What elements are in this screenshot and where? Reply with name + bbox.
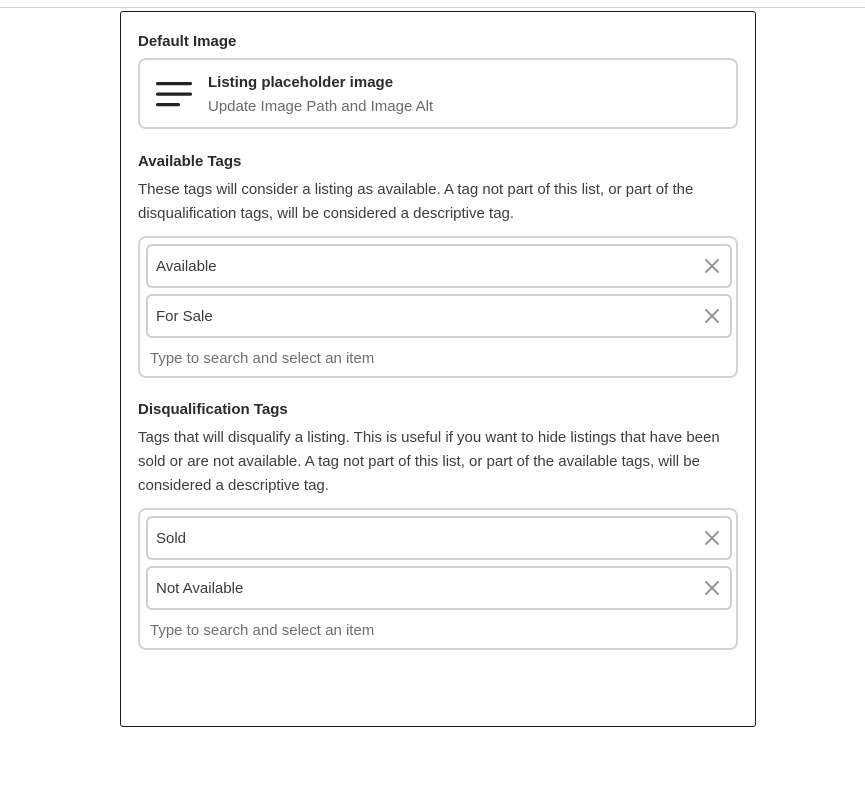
available-tags-search-input[interactable] [150, 347, 720, 369]
disqualification-tags-search-input[interactable] [150, 619, 720, 641]
default-image-title: Listing placeholder image [208, 74, 394, 91]
close-icon[interactable] [704, 580, 720, 596]
disqualification-tags-description: Tags that will disqualify a listing. This is useful if you want to hide listings that have been sold or are not available. A tag not part of this list, or part of the available tags, will be considered a descriptive tag. [138, 429, 720, 494]
tag-label: Available [156, 258, 217, 275]
tag-label: Not Available [156, 580, 244, 597]
close-icon[interactable] [704, 530, 720, 546]
top-divider [0, 7, 865, 8]
close-icon[interactable] [704, 308, 720, 324]
disqualification-tags-heading: Disqualification Tags [138, 401, 288, 418]
tag-item [146, 244, 732, 288]
tag-item [146, 566, 732, 610]
available-tags-description: These tags will consider a listing as available. A tag not part of this list, or part of the disqualification tags, will be considered a descriptive tag. [138, 181, 694, 222]
available-tags-heading: Available Tags [138, 153, 242, 170]
close-icon[interactable] [704, 258, 720, 274]
tag-label: Sold [156, 530, 187, 547]
tag-item [146, 516, 732, 560]
default-image-card[interactable] [138, 58, 738, 129]
default-image-subtitle: Update Image Path and Image Alt [208, 98, 434, 115]
disqualification-tags-field [138, 508, 738, 650]
tag-item [146, 294, 732, 338]
settings-panel [120, 11, 756, 727]
tag-label: For Sale [156, 308, 213, 325]
available-tags-field [138, 236, 738, 378]
menu-icon [156, 82, 194, 108]
default-image-heading: Default Image [138, 33, 237, 50]
